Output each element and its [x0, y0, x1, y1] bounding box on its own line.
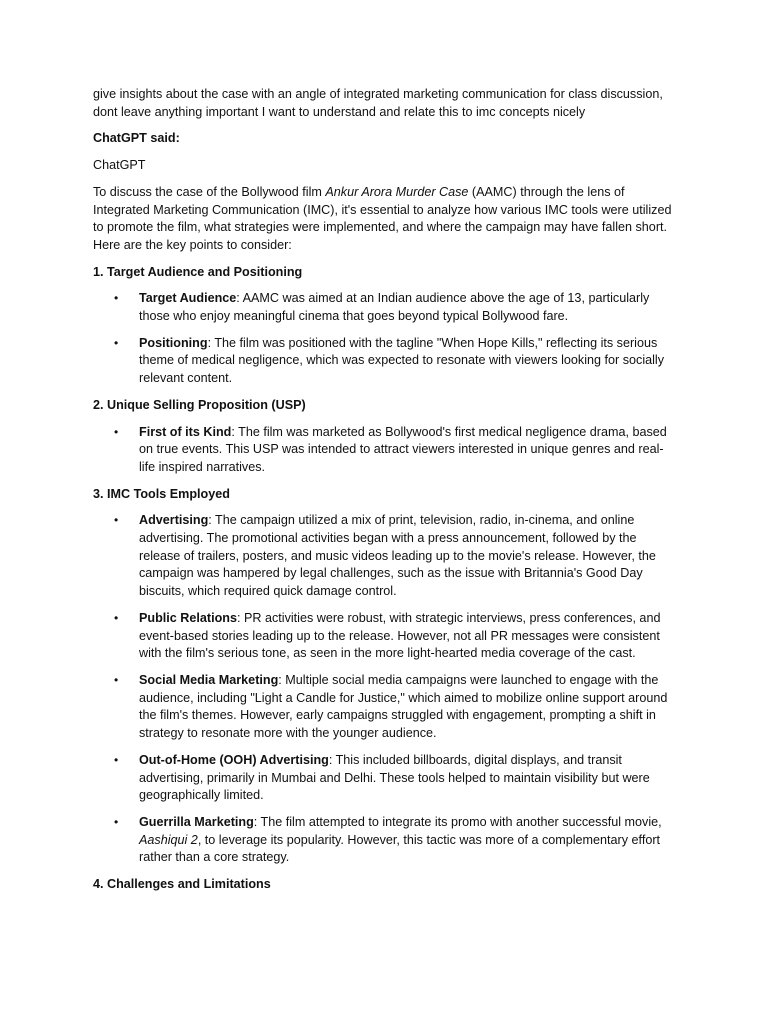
section-heading: 2. Unique Selling Proposition (USP): [93, 397, 306, 412]
bullet-icon: •: [114, 672, 119, 687]
sections-container: [93, 264, 674, 894]
item-term: First of its Kind: [139, 424, 232, 439]
bullet-list: [93, 512, 674, 867]
list-item: [93, 335, 674, 388]
user-prompt: give insights about the case with an angle of integrated marketing communication for class discussion, dont leave anything important I want to understand and relate this to imc concepts nicely: [93, 87, 663, 119]
list-item: [93, 752, 674, 805]
bullet-list: [93, 290, 674, 388]
film-title: Ankur Arora Murder Case: [325, 184, 469, 199]
item-text: , to leverage its popularity. However, this tactic was more of a complementary effort rather than a core strategy.: [139, 832, 661, 865]
item-term: Advertising: [139, 513, 209, 528]
speaker-name: ChatGPT: [93, 158, 146, 173]
list-item: [93, 814, 674, 867]
section-heading: 3. IMC Tools Employed: [93, 486, 230, 501]
bullet-list: [93, 424, 674, 477]
item-term: Out-of-Home (OOH) Advertising: [139, 752, 329, 767]
item-text: : The film was positioned with the tagline "When Hope Kills," reflecting its serious theme of medical negligence, which was expected to resonate with viewers looking for socially relevant content.: [139, 335, 665, 386]
list-item: [93, 672, 674, 743]
item-text-before: : The film attempted to integrate its promo with another successful movie,: [253, 814, 662, 829]
item-text: : Multiple social media campaigns were launched to engage with the audience, including "Light a Candle for Justice," which aimed to mobilize online support around the film's themes. However, early campaigns struggled with engagement, prompting a shift in strategy to resonate more with the younger audience.: [139, 672, 668, 741]
item-italic: Aashiqui 2: [139, 832, 198, 847]
bullet-icon: •: [114, 814, 119, 829]
bullet-icon: •: [114, 291, 119, 306]
list-item: [93, 610, 674, 663]
list-item: [93, 290, 674, 325]
bullet-icon: •: [114, 610, 119, 625]
speaker-label: ChatGPT said:: [93, 131, 180, 146]
intro-before: To discuss the case of the Bollywood film: [93, 184, 326, 199]
bullet-icon: •: [114, 335, 119, 350]
item-term: Social Media Marketing: [139, 672, 279, 687]
intro-paragraph: [93, 184, 674, 255]
list-item: [93, 424, 674, 477]
bullet-icon: •: [114, 752, 119, 767]
item-text: : The campaign utilized a mix of print, television, radio, in-cinema, and online advertising. The promotional activities began with a press announcement, followed by the release of trailers, posters, and music videos leading up to the movie's release. However, the campaign was hampered by legal challenges, such as the issue with Britannia's Good Day biscuits, which required quick damage control.: [139, 513, 656, 599]
bullet-icon: •: [114, 424, 119, 439]
item-term: Target Audience: [139, 291, 237, 306]
item-term: Positioning: [139, 335, 208, 350]
section-heading: 1. Target Audience and Positioning: [93, 264, 303, 279]
intro-after: (AAMC) through the lens of Integrated Marketing Communication (IMC), it's essential to analyze how various IMC tools were utilized to promote the film, what strategies were implemented, and where the campaign may have fallen short. Here are the key points to consider:: [93, 184, 672, 252]
list-item: [93, 512, 674, 601]
item-text: : The film was marketed as Bollywood's first medical negligence drama, based on true events. This USP was intended to attract viewers interested in unique genres and real-life inspired narratives.: [139, 424, 667, 474]
item-term: Public Relations: [139, 610, 237, 625]
bullet-icon: •: [114, 513, 119, 528]
item-text: : This included billboards, digital displays, and transit advertising, primarily in Mumbai and Delhi. These tools helped to maintain visibility but were geographically limited.: [139, 752, 650, 803]
section-heading: 4. Challenges and Limitations: [93, 877, 271, 892]
item-term: Guerrilla Marketing: [139, 814, 254, 829]
item-text: : PR activities were robust, with strategic interviews, press conferences, and event-based stories leading up to the release. However, not all PR messages were consistent with the film's serious tone, as seen in the more light-hearted media coverage of the cast.: [139, 610, 661, 661]
item-text: : AAMC was aimed at an Indian audience above the age of 13, particularly those who enjoy meaningful cinema that goes beyond typical Bollywood fare.: [139, 291, 650, 324]
